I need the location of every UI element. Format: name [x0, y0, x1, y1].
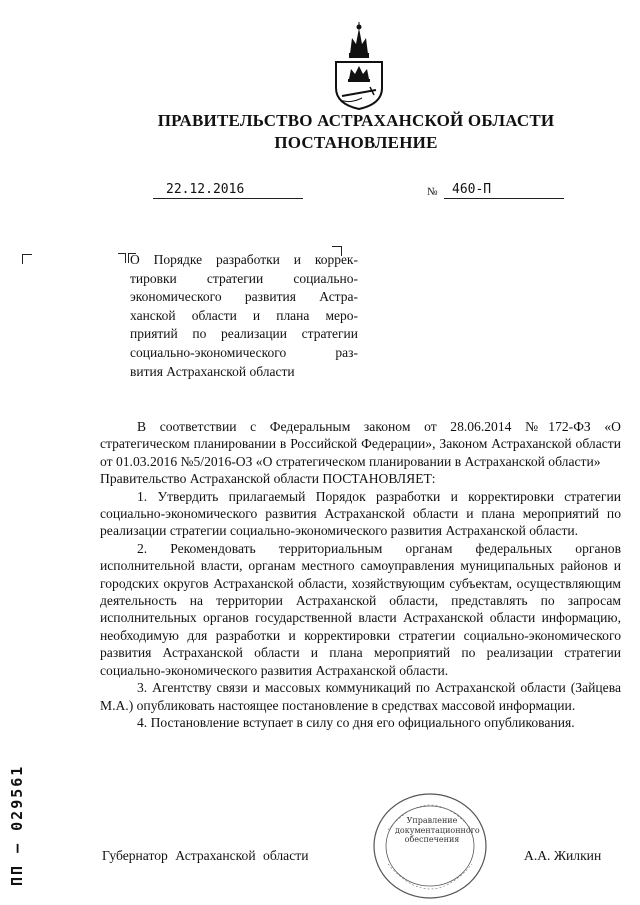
document-body [100, 418, 621, 731]
coat-of-arms-icon [330, 22, 388, 110]
subject-line: тировки стратегии социально- [130, 270, 358, 286]
subject-line: приятий по реализации стратегии [130, 326, 358, 342]
preamble-paragraph: В соответствии с Федеральным законом от 28.06.2014 №172-ФЗ «О стратегическом планировании в Российской Федерации», Законом Астраханской области от 01.03.2016 №5/2016-ОЗ «О стратегическом планировании в Астраханской области» [100, 419, 621, 469]
signatory-position: Губернатор Астраханской области [102, 848, 309, 863]
item-paragraph: 4. Постановление вступает в силу со дня его официального опубликования. [137, 714, 575, 730]
document-number: 460-П [444, 182, 564, 199]
subject-line: ханской области и плана меро- [130, 307, 358, 323]
government-title: ПРАВИТЕЛЬСТВО АСТРАХАНСКОЙ ОБЛАСТИ [157, 111, 555, 130]
document-type: ПОСТАНОВЛЕНИЕ [274, 133, 438, 152]
subject-line: экономического развития Астра- [130, 289, 358, 305]
corner-mark-icon [22, 254, 32, 264]
number-label: № [427, 186, 438, 198]
stamp-text: Управление документационного обеспечения [395, 816, 480, 844]
corner-mark-icon [118, 253, 126, 263]
document-date: 22.12.2016 [153, 182, 303, 199]
document-subject [130, 251, 358, 381]
item-paragraph: 2. Рекомендовать территориальным органам федеральных органов исполнительной власти, органам местного самоуправления муниципальных районов и городских округов Астраханской области, хозяйствующим субъектам, осуществляющим деятельность на территории Астраханской области, представлять по запросам исполнительных органов государственной власти Астраханской области информацию, необходимую для разработки и корректировки стратегии социально-экономического развития Астраханской области и плана мероприятий по реализации стратегии социально-экономического развития Астраханской области. [100, 540, 621, 678]
signatory-name: А.А. Жилкин [524, 848, 602, 863]
item-paragraph: 3. Агентству связи и массовых коммуникаций по Астраханской области (Зайцева М.А.) опубликовать настоящее постановление в средствах массовой информации. [100, 680, 621, 713]
subject-line: социально-экономического раз- [130, 344, 358, 360]
document-header [0, 110, 640, 154]
subject-line: О Порядке разработки и коррек- [130, 252, 358, 267]
side-serial-code: ПП – 029561 [8, 764, 26, 886]
item-paragraph: 1. Утвердить прилагаемый Порядок разработки и корректировки стратегии социально-экономического развития Астраханской области и плана мероприятий по реализации стратегии социально-экономического развития Астраханской области. [100, 488, 621, 539]
stamp-seal-icon [368, 790, 496, 900]
resolution-line: Правительство Астраханской области ПОСТАНОВЛЯЕТ: [100, 471, 436, 487]
subject-line: вития Астраханской области [130, 363, 295, 379]
